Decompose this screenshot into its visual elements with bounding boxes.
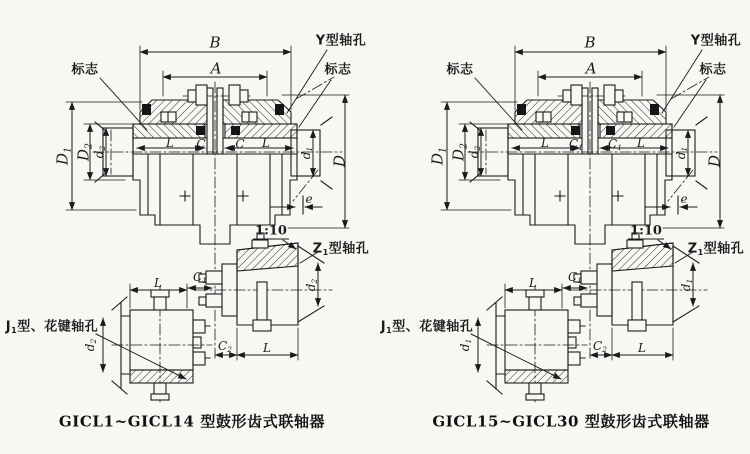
j-view-d: $d_2$: [83, 338, 99, 352]
dim-A: A: [210, 59, 222, 78]
j-view-L: L: [529, 276, 537, 290]
dim-B: B: [584, 33, 596, 52]
y-bore-label: Y型轴孔: [315, 33, 367, 49]
mark-right-label: 标志: [324, 62, 352, 78]
z-view-L: L: [638, 341, 646, 355]
dim-D: D: [330, 154, 349, 168]
z-bore-label: $Z_1$型轴孔: [687, 241, 745, 257]
left-caption: GⅠCL1~GⅠCL14 型鼓形齿式联轴器: [58, 412, 326, 431]
dim-d2-shaft: $d_2$: [467, 145, 483, 159]
dim-A: A: [585, 59, 597, 78]
dim-e: e: [305, 192, 313, 206]
band-L-left: L: [541, 136, 549, 150]
band-L-right: L: [262, 136, 270, 150]
dim-D: D: [705, 154, 724, 168]
j-view-L: L: [154, 276, 162, 290]
dim-d1-shaft: $d_1$: [299, 146, 315, 160]
mark-left-label: 标志: [446, 62, 474, 78]
band-L-left: L: [166, 136, 174, 150]
z-view-L: L: [263, 341, 271, 355]
band-C-left: C: [196, 137, 206, 151]
mark-right-label: 标志: [699, 62, 727, 78]
band-C-left: $C_1$: [569, 137, 583, 153]
dim-B: B: [209, 33, 221, 52]
taper-ratio: 1:10: [255, 223, 287, 239]
right-caption: GⅠCL15~GⅠCL30 型鼓形齿式联轴器: [432, 412, 710, 431]
dim-d1-shaft: $d_1$: [674, 146, 690, 160]
dim-D1: $D_1$: [428, 147, 449, 165]
z-view-C2: $C_2$: [593, 339, 607, 355]
band-L-right: L: [637, 136, 645, 150]
z-view-C2: $C_2$: [218, 339, 232, 355]
j-view-C1: $C_1$: [193, 270, 207, 286]
dim-D2: $D_2$: [449, 143, 470, 161]
mark-left-label: 标志: [71, 62, 99, 78]
dim-e: e: [680, 192, 688, 206]
dim-D1: $D_1$: [53, 147, 74, 165]
dim-d2-shaft: $d_2$: [92, 145, 108, 159]
dim-D2: $D_2$: [74, 143, 95, 161]
y-bore-label: Y型轴孔: [690, 33, 742, 49]
j-view-C1: $C_1$: [568, 270, 582, 286]
taper-ratio: 1:10: [630, 223, 662, 239]
z-view-d: $d_2$: [304, 278, 320, 292]
z-bore-label: $Z_1$型轴孔: [312, 241, 370, 257]
j-bore-label: $J_1$型、花键轴孔: [380, 319, 474, 335]
z-view-d: $d_1$: [679, 278, 695, 292]
right-coupling-diagram: [375, 0, 750, 454]
j-view-d: $d_1$: [458, 338, 474, 352]
band-C-right: $C_1$: [608, 137, 622, 153]
band-C-right: C: [235, 137, 245, 151]
j-bore-label: $J_1$型、花键轴孔: [5, 319, 99, 335]
